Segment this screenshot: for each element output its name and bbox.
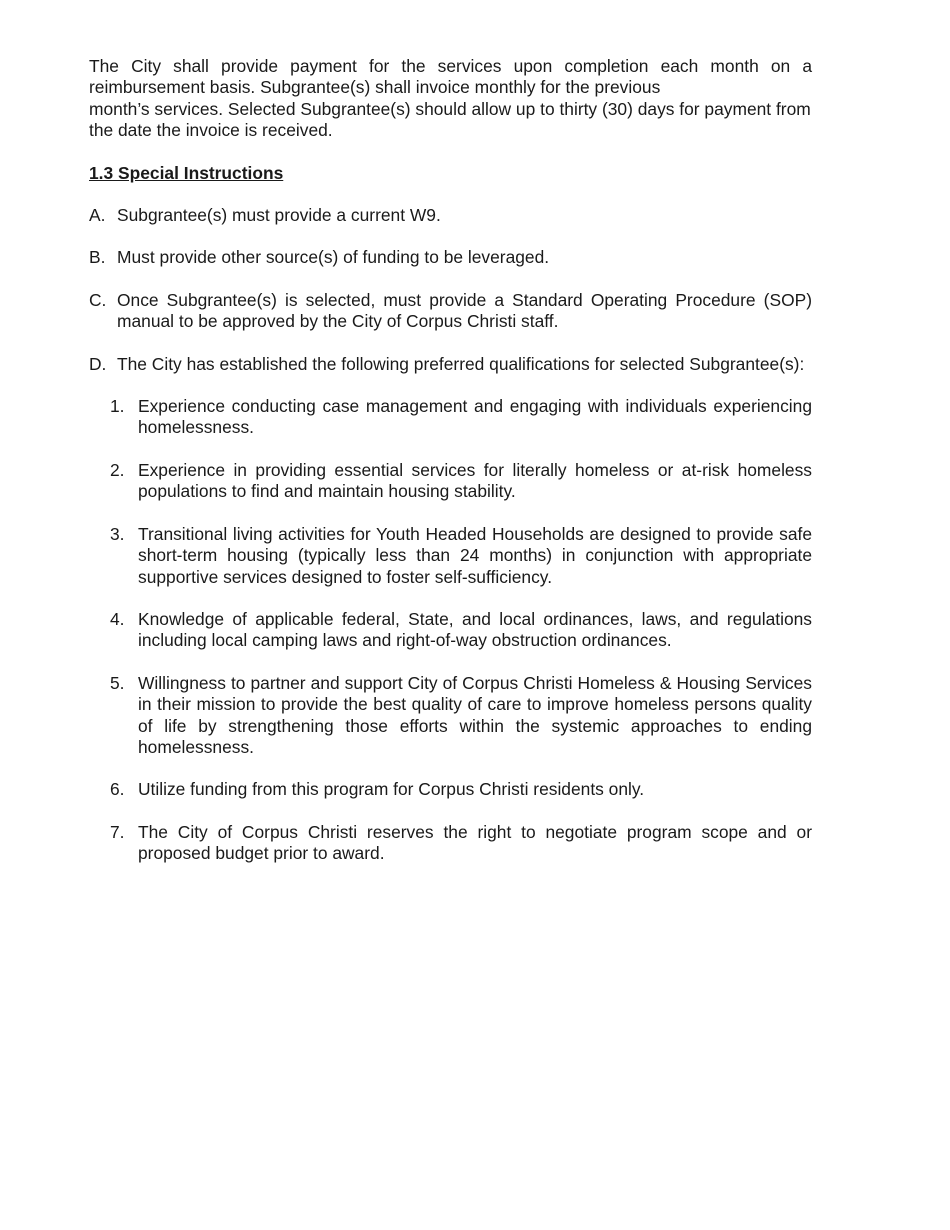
instruction-item-b (89, 247, 812, 268)
list-marker: B. (89, 247, 106, 268)
qualification-item-4 (110, 608, 812, 652)
instruction-text: Subgrantee(s) must provide a current W9. (117, 205, 441, 226)
list-marker: 7. (110, 821, 125, 842)
list-marker: 1. (110, 396, 125, 417)
list-marker: 3. (110, 523, 125, 544)
payment-paragraph-rest: month’s services. Selected Subgrantee(s) should allow up to thirty (30) days for payment from the date the invoice is received. (89, 98, 811, 141)
qualification-text: Transitional living activities for Youth Headed Households are designed to provide safe short-term housing (typically less than 24 months) in conjunction with appropriate supportive services designed to foster self-sufficiency. (138, 523, 812, 587)
qualification-item-1 (110, 396, 812, 439)
qualification-item-2 (110, 459, 812, 503)
section-heading: 1.3 Special Instructions (89, 162, 284, 183)
qualification-item-7 (110, 821, 812, 865)
list-marker: 4. (110, 608, 125, 629)
instruction-item-a (89, 205, 812, 226)
instruction-text: The City has established the following preferred qualifications for selected Subgrantee(s): (117, 353, 805, 374)
qualification-text: Knowledge of applicable federal, State, and local ordinances, laws, and regulations including local camping laws and right-of-way obstruction ordinances. (138, 608, 812, 651)
list-marker: C. (89, 289, 107, 310)
payment-paragraph-line-1: The City shall provide payment for the services upon completion each month on a (89, 56, 812, 76)
list-marker: 2. (110, 459, 125, 480)
qualification-text: The City of Corpus Christi reserves the right to negotiate program scope and or proposed budget prior to award. (138, 821, 812, 864)
instruction-item-d (89, 354, 812, 375)
list-marker: D. (89, 353, 107, 374)
qualification-item-3 (110, 523, 812, 588)
qualifications-list (89, 396, 812, 865)
document-page (89, 56, 812, 865)
qualification-item-6 (110, 779, 812, 800)
qualification-text: Experience in providing essential services for literally homeless or at-risk homeless populations to find and maintain housing stability. (138, 459, 812, 502)
instruction-text: Must provide other source(s) of funding to be leveraged. (117, 247, 550, 268)
list-marker: 6. (110, 779, 125, 800)
qualification-text: Experience conducting case management and engaging with individuals experiencing homelessness. (138, 396, 812, 438)
list-marker: A. (89, 205, 106, 226)
qualification-text: Utilize funding from this program for Corpus Christi residents only. (138, 779, 645, 800)
qualification-item-5 (110, 672, 812, 759)
list-marker: 5. (110, 672, 125, 693)
instruction-text: Once Subgrantee(s) is selected, must provide a Standard Operating Procedure (SOP) manual to be approved by the City of Corpus Christi staff. (117, 289, 812, 332)
instruction-item-c (89, 290, 812, 333)
qualification-text: Willingness to partner and support City of Corpus Christi Homeless & Housing Services in their mission to provide the best quality of care to improve homeless persons quality of life by strengthening those efforts within the systemic approaches to ending homelessness. (138, 672, 812, 757)
payment-paragraph-line-2: reimbursement basis. Subgrantee(s) shall invoice monthly for the previous (89, 77, 661, 98)
payment-paragraph (89, 56, 812, 142)
